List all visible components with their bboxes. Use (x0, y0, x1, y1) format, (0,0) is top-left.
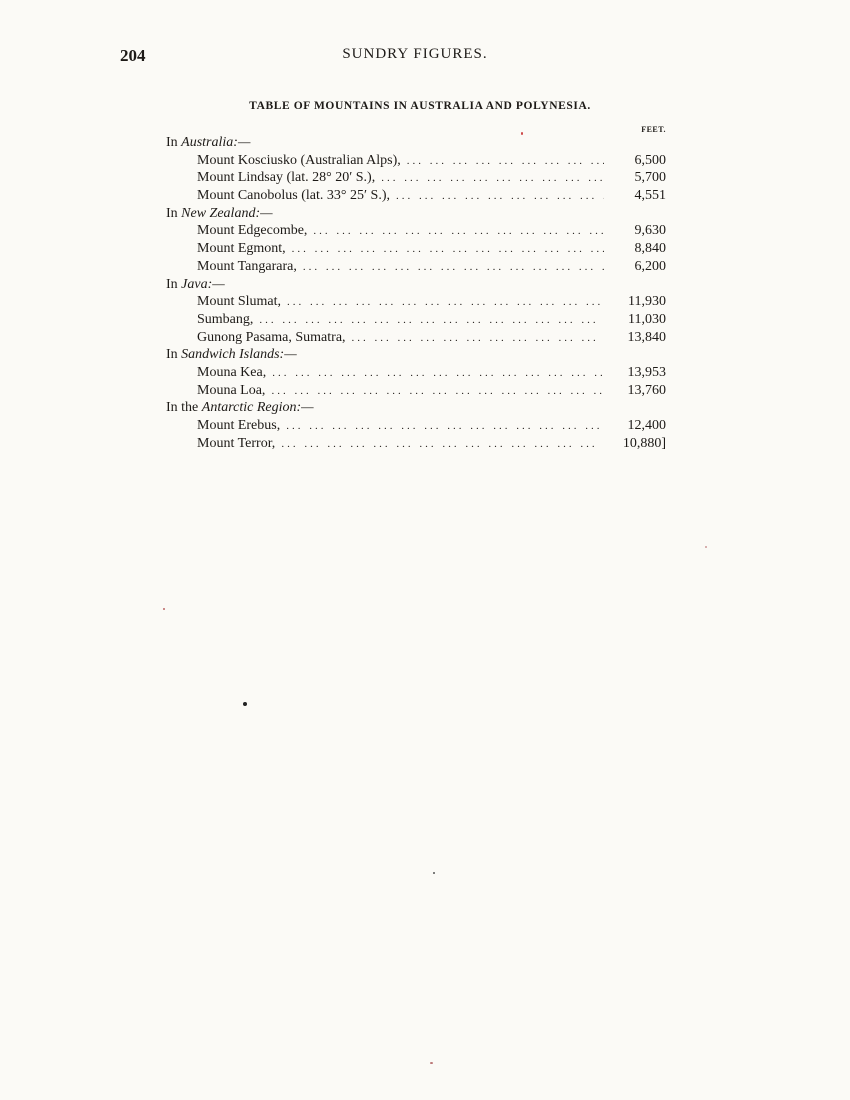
unit-header-row (166, 122, 678, 134)
ink-speck (243, 702, 247, 706)
region-heading (166, 276, 678, 294)
ink-speck (433, 872, 435, 874)
dot-leader (396, 188, 604, 206)
height-feet: 12,400 (627, 418, 666, 433)
dot-leader (272, 365, 604, 383)
mountain-row (166, 364, 678, 382)
region-prefix: In the (166, 400, 202, 416)
mountain-name: Mount Lindsay (lat. 28° 20′ S.), (197, 170, 376, 186)
mountain-row (166, 293, 678, 311)
region-heading (166, 346, 678, 364)
mountain-row (166, 311, 678, 329)
region-name: New Zealand: (181, 205, 261, 221)
ink-speck (521, 132, 523, 135)
mountain-row (166, 435, 678, 453)
mountain-row (166, 152, 678, 170)
mountain-name: Mount Kosciusko (Australian Alps), (197, 152, 401, 168)
mountain-row (166, 329, 678, 347)
mountain-name: Sumbang, (197, 311, 254, 327)
region-dash: — (301, 400, 314, 416)
mountains-table (166, 122, 678, 452)
height-feet: 13,760 (627, 382, 666, 398)
ink-speck (163, 608, 165, 610)
mountain-name: Mount Edgecombe, (197, 223, 308, 239)
mountain-row (166, 382, 678, 400)
region-heading (166, 134, 678, 152)
height-feet: 6,500 (634, 152, 666, 168)
dot-leader (313, 223, 604, 241)
region-prefix: In (166, 205, 182, 221)
mountain-name: Mount Erebus, (197, 418, 281, 433)
mountain-row (166, 222, 678, 240)
mountain-row (166, 187, 678, 205)
page-number: 204 (120, 46, 146, 65)
mountain-name: Mount Egmont, (197, 241, 286, 257)
mountain-name: Gunong Pasama, Sumatra, (197, 329, 346, 345)
dot-leader (271, 383, 604, 401)
mountain-row (166, 240, 678, 258)
height-feet: 13,840 (627, 329, 666, 345)
region-dash: — (237, 135, 251, 150)
dot-leader (287, 294, 604, 312)
mountain-row (166, 258, 678, 276)
region-dash: — (284, 347, 297, 363)
height-feet: 11,030 (628, 311, 666, 327)
region-dash: — (260, 205, 273, 221)
mountain-name: Mouna Kea, (197, 364, 267, 380)
dot-leader (281, 436, 604, 454)
dot-leader (407, 153, 604, 171)
region-name: Java: (181, 276, 213, 292)
height-feet: 9,630 (634, 223, 666, 239)
height-feet: 4,551 (634, 188, 666, 204)
height-feet: 10,880] (622, 435, 666, 451)
dot-leader (292, 241, 604, 259)
dot-leader (259, 312, 604, 330)
region-prefix: In (166, 276, 182, 292)
height-feet: 8,840 (634, 241, 666, 257)
region-prefix: In (166, 135, 182, 150)
region-heading (166, 399, 678, 417)
region-prefix: In (166, 347, 182, 363)
table-title: TABLE OF MOUNTAINS IN AUSTRALIA AND POLYNESIA. (249, 100, 591, 112)
running-title: SUNDRY FIGURES. (342, 46, 488, 62)
mountain-name: Mount Tangarara, (197, 258, 297, 274)
dot-leader (352, 330, 604, 348)
unit-label: FEET. (641, 125, 666, 134)
mountain-row (166, 169, 678, 187)
mountain-row (166, 417, 678, 435)
dot-leader (303, 259, 604, 277)
region-name: Antarctic Region: (201, 400, 302, 416)
dot-leader (381, 170, 604, 188)
region-name: Australia: (181, 135, 238, 150)
ink-speck (430, 1062, 433, 1064)
region-heading (166, 205, 678, 223)
ink-speck (705, 546, 707, 548)
height-feet: 6,200 (634, 258, 666, 274)
mountain-name: Mount Canobolus (lat. 33° 25′ S.), (197, 188, 390, 204)
region-dash: — (212, 276, 225, 292)
height-feet: 11,930 (628, 294, 666, 310)
dot-leader (286, 418, 604, 436)
height-feet: 5,700 (634, 170, 666, 186)
mountain-name: Mount Slumat, (197, 294, 282, 310)
mountain-name: Mount Terror, (197, 435, 276, 451)
running-head (120, 46, 680, 68)
height-feet: 13,953 (627, 364, 666, 380)
mountain-name: Mouna Loa, (197, 382, 266, 398)
region-name: Sandwich Islands: (181, 347, 285, 363)
